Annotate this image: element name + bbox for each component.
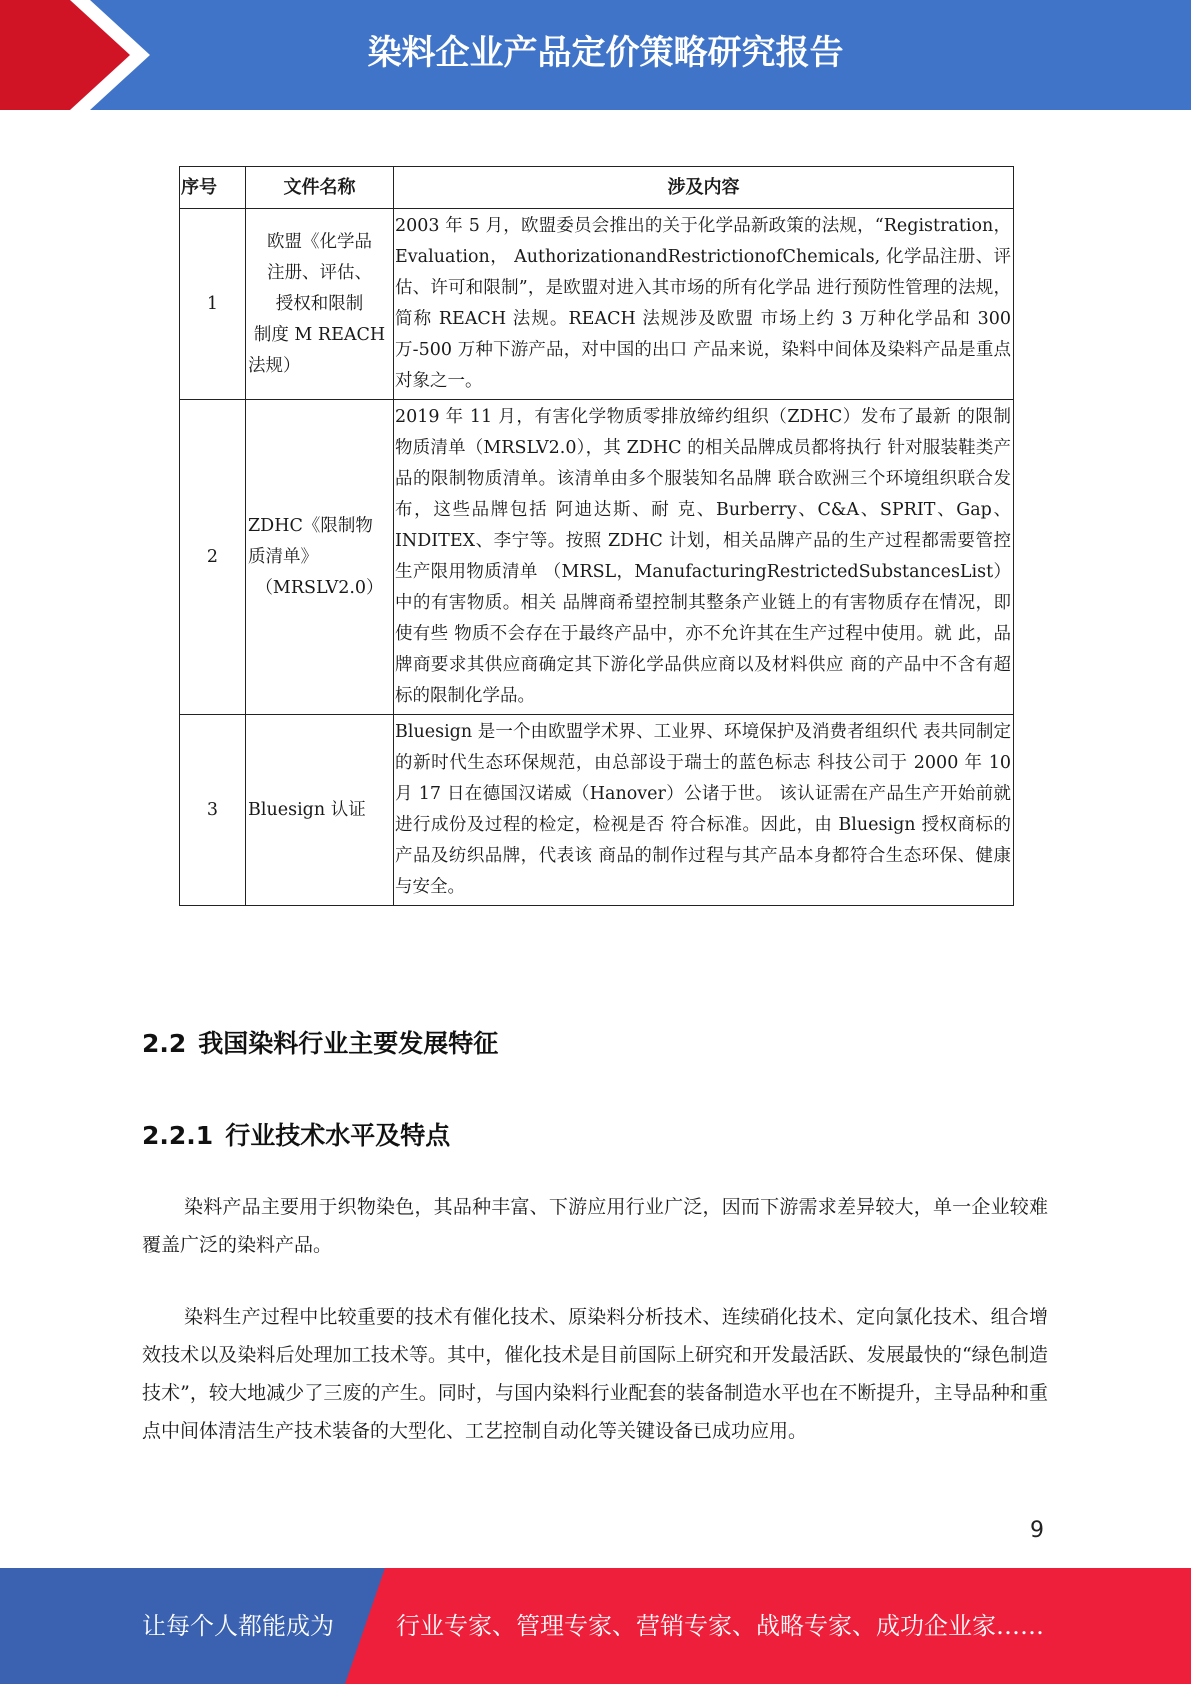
- section-heading-2-2: [142, 1024, 498, 1060]
- column-header-document-name: 文件名称: [246, 167, 394, 209]
- page-header: [0, 0, 1191, 110]
- document-name: [246, 715, 394, 906]
- document-name-line: 质清单》: [248, 546, 318, 567]
- table-row: [180, 209, 1014, 400]
- column-header-content: 涉及内容: [394, 167, 1014, 209]
- regulation-table: [179, 166, 1014, 906]
- column-header-number: 序号: [180, 167, 246, 209]
- subsection-title: 行业技术水平及特点: [225, 1121, 451, 1150]
- table-header-row: [180, 167, 1014, 209]
- table-row: [180, 715, 1014, 906]
- document-name-line: Bluesign 认证: [248, 799, 366, 820]
- footer-slogan-right: 行业专家、管理专家、营销专家、战略专家、成功企业家……: [396, 1612, 1044, 1640]
- document-name: [246, 400, 394, 715]
- document-name-line: 授权和限制: [275, 293, 364, 314]
- body-paragraph: 染料产品主要用于织物染色，其品种丰富、下游应用行业广泛，因而下游需求差异较大，单一企业较难覆盖广泛的染料产品。: [142, 1196, 1048, 1256]
- document-name-line: ZDHC《限制物: [248, 515, 373, 536]
- body-paragraph: 染料生产过程中比较重要的技术有催化技术、原染料分析技术、连续硝化技术、定向氯化技术、组合增效技术以及染料后处理加工技术等。其中，催化技术是目前国际上研究和开发最活跃、发展最快的“绿色制造技术”，较大地减少了三废的产生。同时，与国内染料行业配套的装备制造水平也在不断提升，主导品种和重点中间体清洁生产技术装备的大型化、工艺控制自动化等关键设备已成功应用。: [142, 1306, 1048, 1442]
- document-name-line: 欧盟《化学品: [267, 231, 372, 252]
- document-content: 2003 年 5 月，欧盟委员会推出的关于化学品新政策的法规，“Registration， Evaluation， AuthorizationandRestrictionofChemicals, 化学品注册、评估、许可和限制”，是欧盟对进入其市场的所有化学品 进行预防性管理的法规，简称 REACH 法规。REACH 法规涉及欧盟 市场上约 3 万种化学品和 300 万-500 万种下游产品，对中国的出口 产品来说，染料中间体及染料产品是重点对象之一。: [394, 209, 1014, 400]
- subsection-number: 2.2.1: [142, 1121, 214, 1150]
- document-name: [246, 209, 394, 400]
- document-name-line: 制度 M REACH: [253, 324, 386, 345]
- footer-slogan-left: 让每个人都能成为: [142, 1612, 334, 1640]
- document-content: Bluesign 是一个由欧盟学术界、工业界、环境保护及消费者组织代 表共同制定的新时代生态环保规范，由总部设于瑞士的蓝色标志 科技公司于 2000 年 10 月 17 日在德国汉诺威（Hanover）公诸于世。 该认证需在产品生产开始前就进行成份及过程的检定，检视是否 符合标准。因此，由 Bluesign 授权商标的产品及纺织品牌，代表该 商品的制作过程与其产品本身都符合生态环保、健康与安全。: [394, 715, 1014, 906]
- page-number: 9: [1030, 1518, 1044, 1543]
- document-name-line: 法规）: [248, 355, 301, 376]
- document-name-line: 注册、评估、: [267, 262, 372, 283]
- page-footer: [0, 1568, 1191, 1684]
- report-title: 染料企业产品定价策略研究报告: [367, 33, 844, 73]
- subsection-heading-2-2-1: [142, 1116, 450, 1152]
- section-number: 2.2: [142, 1029, 187, 1058]
- row-number: 1: [180, 209, 246, 400]
- row-number: 3: [180, 715, 246, 906]
- table-row: [180, 400, 1014, 715]
- section-title: 我国染料行业主要发展特征: [198, 1029, 499, 1058]
- document-content: 2019 年 11 月，有害化学物质零排放缔约组织（ZDHC）发布了最新 的限制物质清单（MRSLV2.0），其 ZDHC 的相关品牌成员都将执行 针对服装鞋类产品的限制物质清单。该清单由多个服装知名品牌 联合欧洲三个环境组织联合发布，这些品牌包括 阿迪达斯、耐 克、Burberry、C&A、SPRIT、Gap、INDITEX、李宁等。按照 ZDHC 计划，相关品牌产品的生产过程都需要管控生产限用物质清单 （MRSL，ManufacturingRestrictedSubstancesList）中的有害物质。相关 品牌商希望控制其整条产业链上的有害物质存在情况，即使有些 物质不会存在于最终产品中，亦不允许其在生产过程中使用。就 此，品牌商要求其供应商确定其下游化学品供应商以及材料供应 商的产品中不含有超标的限制化学品。: [394, 400, 1014, 715]
- row-number: 2: [180, 400, 246, 715]
- document-name-line: （MRSLV2.0）: [255, 577, 384, 598]
